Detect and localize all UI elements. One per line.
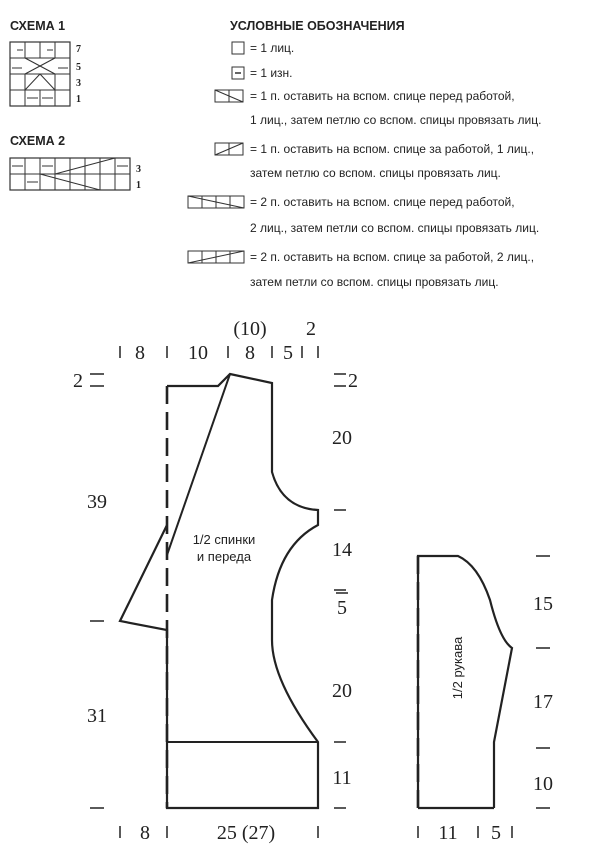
scheme1-title: СХЕМА 1 — [10, 19, 66, 33]
top-dim-8b: 8 — [245, 342, 255, 364]
scheme1-row-5: 5 — [76, 62, 81, 73]
scheme1-row-3: 3 — [76, 78, 81, 89]
scheme1-row-7: 7 — [76, 44, 81, 55]
scheme2-row-1: 1 — [136, 180, 141, 191]
scheme2-title: СХЕМА 2 — [10, 134, 66, 148]
sleeve-dim-15: 15 — [533, 593, 553, 615]
cross-one-back-icon — [215, 143, 243, 155]
cross-two-front-icon — [188, 196, 244, 208]
body-label-line2: и переда — [196, 549, 252, 564]
legend-cross3-line1: = 2 п. оставить на вспом. спице перед работой, — [250, 195, 515, 209]
sleeve-dim-11: 11 — [438, 822, 458, 844]
top-dim-10: 10 — [188, 342, 208, 364]
left-dimension-ticks — [90, 374, 104, 808]
scheme2-row-3: 3 — [136, 164, 141, 175]
sleeve-dim-17: 17 — [533, 691, 553, 713]
cross-two-back-icon — [188, 251, 244, 263]
bottom-dim-8: 8 — [140, 822, 150, 844]
sleeve-dim-5: 5 — [491, 822, 501, 844]
top-dim-8a: 8 — [135, 342, 145, 364]
top-dim-10-paren: (10) — [233, 318, 267, 340]
legend-cross1-line1: = 1 п. оставить на вспом. спице перед работой, — [250, 89, 515, 103]
legend-cross2-line2: затем петлю со вспом. спицы провязать лиц. — [250, 166, 501, 180]
cross-one-front-icon — [215, 90, 243, 102]
right-dim-20a: 20 — [332, 427, 352, 449]
front-edge-curve — [167, 374, 230, 555]
purl-symbol-icon — [232, 67, 244, 79]
right-dim-5: 5 — [337, 597, 347, 619]
legend-cross4-line1: = 2 п. оставить на вспом. спице за работой, 2 лиц., — [250, 250, 535, 264]
right-dim-14: 14 — [332, 539, 352, 561]
sleeve-label: 1/2 рукава — [450, 636, 465, 700]
legend-cross3-line2: 2 лиц., затем петли со вспом. спицы провязать лиц. — [250, 221, 540, 235]
right-dim-2: 2 — [348, 370, 358, 392]
left-dim-39: 39 — [87, 491, 107, 513]
legend-title: УСЛОВНЫЕ ОБОЗНАЧЕНИЯ — [230, 19, 405, 33]
legend-cross4-line2: затем петли со вспом. спицы провязать лиц. — [250, 275, 499, 289]
legend-cross2-line1: = 1 п. оставить на вспом. спице за работой, 1 лиц., — [250, 142, 535, 156]
knit-symbol-icon — [232, 42, 244, 54]
scheme1-row-1: 1 — [76, 94, 81, 105]
top-dim-2: 2 — [306, 318, 316, 340]
left-dim-2: 2 — [73, 370, 83, 392]
scheme2-chart — [10, 158, 130, 190]
sleeve-outline — [418, 556, 512, 808]
top-dim-5: 5 — [283, 342, 293, 364]
legend-purl: = 1 изн. — [250, 66, 293, 80]
right-dim-20b: 20 — [332, 680, 352, 702]
body-label-line1: 1/2 спинки — [192, 532, 256, 547]
bottom-dim-width: 25 (27) — [216, 822, 276, 844]
sleeve-dim-10: 10 — [533, 773, 553, 795]
legend-cross1-line2: 1 лиц., затем петлю со вспом. спицы провязать лиц. — [250, 113, 542, 127]
scheme1-chart — [10, 42, 70, 106]
legend-knit: = 1 лиц. — [250, 41, 295, 55]
right-dim-11: 11 — [332, 767, 352, 789]
left-dim-31: 31 — [87, 705, 107, 727]
